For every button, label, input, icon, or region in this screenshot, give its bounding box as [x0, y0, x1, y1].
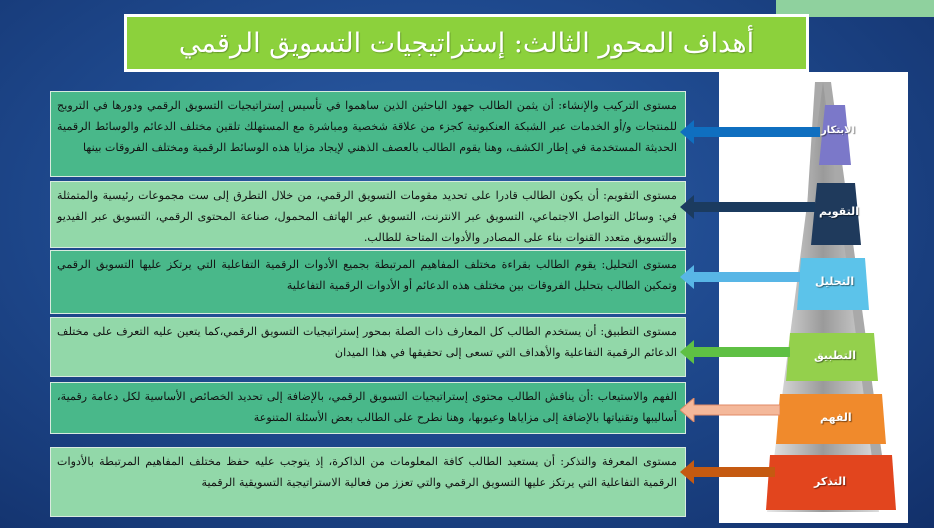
pyramid-label: التحليل — [815, 275, 855, 288]
arrow-left-icon — [680, 120, 820, 144]
row-text: الفهم والاستيعاب :أن يناقش الطالب محتوى إستراتيجيات التسويق الرقمي، بالإضافة إلى تحديد الخصائص الأساسية لكل دعامة رقمية، أساليبها وتقنياتها بالإضافة إلى مزاياها وعيوبها، وهنا نطرح على الطالب بعض الأسئلة المتنوعة — [57, 390, 677, 424]
objective-row-application — [50, 317, 686, 377]
pyramid-label: التذكر — [814, 475, 846, 488]
pyramid-level-evaluation — [811, 183, 861, 245]
row-text: مستوى التحليل: يقوم الطالب بقراءة مختلف المفاهيم المرتبطة بجميع الأدوات الرقمية التفاعلية التي يرتكز عليها التسويق الرقمي وتمكين الطالب بتحليل الفروقات بين مختلف هذه الدعائم أو الأدوات الرقمية التفاعلية — [57, 258, 677, 292]
row-text: مستوى التركيب والإنشاء: أن يثمن الطالب جهود الباحثين الذين ساهموا في تأسيس إستراتيجيات التسويق الرقمي ودورها في الترويج للمنتجات و/أو الخدمات عبر الشبكة العنكبوتية كجزء من علاقة شخصية ومباشرة مع المستهلك تلقين مختلف الدعائم والوسائط الرقمية الحديثة المستخدمة في إطار الكشف، وهنا يقوم الطالب بالعصف الذهني لإيجاد مزايا هذه الوسائط الرقمية ومختلف الفروقات بينها — [57, 99, 677, 154]
row-text: مستوى التطبيق: أن يستخدم الطالب كل المعارف ذات الصلة بمحور إستراتيجيات التسويق الرقمي،كما يتعين عليه التعرف على مختلف الدعائم الرقمية التفاعلية والأهداف التي تسعى إلى تحقيقها في هذا الميدان — [57, 325, 677, 359]
arrow-left-icon — [680, 265, 800, 289]
pyramid-level-remembering — [766, 455, 896, 510]
pyramid-level-application — [786, 333, 878, 381]
objective-row-remembering — [50, 447, 686, 517]
row-text: مستوى التقويم: أن يكون الطالب قادرا على تحديد مقومات التسويق الرقمي، من خلال التطرق إلى ست مجموعات رئيسية والمتمثلة في: وسائل التواصل الاجتماعي، التسويق عبر الانترنت، التسويق عبر الهاتف المحمول، صناعة المحتوى الرقمي، التسويق عبر الفيديو والتسويق متعدد القنوات بناء على المصادر والأدوات المتاحة للطالب. — [57, 189, 677, 244]
row-text: مستوى المعرفة والتذكر: أن يستعيد الطالب كافة المعلومات من الذاكرة، إذ يتوجب عليه حفظ مختلف المفاهيم المرتبطة بالأدوات الرقمية التفاعلية التي يرتكز عليها التسويق الرقمي والتي تعزز من فعالية الاستراتيجية التسويقية الرقمية — [57, 455, 677, 489]
pyramid-level-understanding — [776, 394, 886, 444]
pyramid-label: الابتكار — [821, 125, 856, 136]
pyramid-level-analysis — [797, 258, 869, 310]
arrow-left-icon — [680, 398, 780, 422]
arrow-left-icon — [680, 195, 815, 219]
arrow-left-icon — [680, 340, 790, 364]
pyramid-label: التطبيق — [814, 349, 857, 362]
slide-title-box — [124, 14, 809, 72]
objective-row-synthesis — [50, 91, 686, 177]
pyramid-level-innovation — [819, 105, 856, 165]
objective-row-analysis — [50, 250, 686, 314]
slide-title: أهداف المحور الثالث: إستراتيجيات التسويق الرقمي — [178, 27, 755, 59]
objective-row-understanding — [50, 382, 686, 434]
arrow-left-icon — [680, 460, 775, 484]
pyramid-label: التقويم — [819, 205, 859, 218]
pyramid-label: الفهم — [820, 411, 852, 424]
objective-row-evaluation — [50, 181, 686, 248]
